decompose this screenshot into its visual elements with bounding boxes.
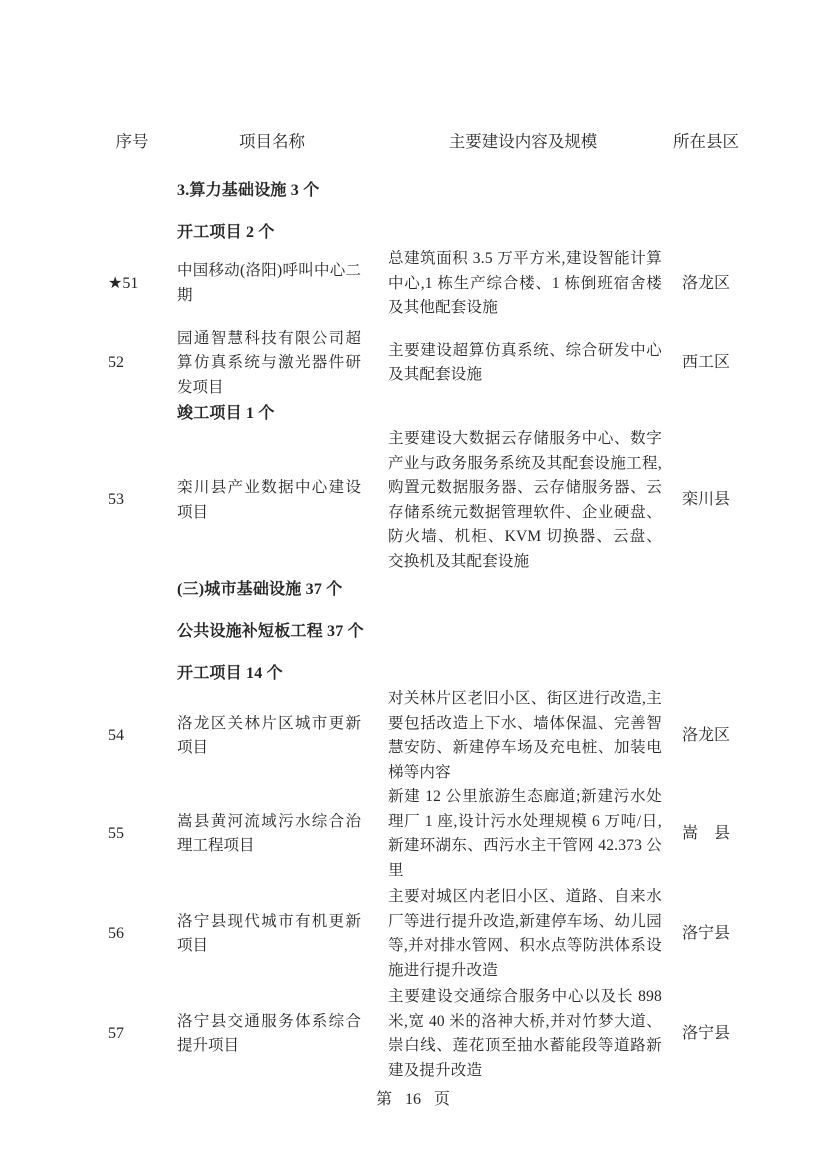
row-number: 57 (108, 1024, 124, 1042)
project-name: 洛龙区关林片区城市更新项目 (177, 714, 361, 756)
row-number: 55 (108, 824, 124, 842)
project-content: 主要对城区内老旧小区、道路、自来水厂等进行提升改造,新建停车场、幼儿园等,并对排水管网、积水点等防洪体系设施进行提升改造 (388, 888, 662, 979)
project-district: 栾川县 (681, 491, 730, 509)
row-number: 54 (108, 726, 124, 744)
project-district: 西工区 (681, 354, 730, 371)
project-district: 洛龙区 (681, 726, 730, 744)
project-content: 对关林片区老旧小区、街区进行改造,主要包括改造上下水、墙体保温、完善智慧安防、新建停车场及充电桩、加装电梯等内容 (388, 690, 662, 781)
column-header-content: 主要建设内容及规模 (448, 132, 598, 151)
project-district: 洛龙区 (681, 274, 730, 292)
column-header-number: 序号 (115, 132, 149, 151)
row-number: ★51 (108, 274, 139, 292)
column-header-name: 项目名称 (239, 132, 305, 151)
project-name: 园通智慧科技有限公司超算仿真系统与激光器件研发项目 (177, 329, 361, 396)
table-row (100, 687, 746, 785)
table-row (100, 427, 746, 574)
column-header-district: 所在县区 (673, 132, 739, 151)
section-heading: 开工项目 2 个 (177, 224, 275, 241)
project-name: 栾川县产业数据中心建设项目 (177, 479, 361, 521)
project-content: 主要建设大数据云存储服务中心、数字产业与政务服务系统及其配套设施工程,购置元数据服务器、云存储服务器、云存储系统元数据管理软件、企业硬盘、防火墙、机柜、KVM 切换器、云盘、交换机及其配套设施 (388, 430, 662, 570)
section-heading: (三)城市基础设施 37 个 (177, 581, 343, 598)
table-row (100, 247, 746, 321)
row-number: 52 (108, 354, 124, 371)
table-row (100, 785, 746, 883)
project-district: 洛宁县 (681, 924, 730, 942)
project-district: 嵩 县 (681, 824, 730, 842)
project-name: 洛宁县交通服务体系综合提升项目 (177, 1012, 361, 1054)
project-content: 主要建设交通综合服务中心以及长 898 米,宽 40 米的洛神大桥,并对竹梦大道、崇白线、莲花顶至抽水蓄能段等道路新建及提升改造 (388, 988, 662, 1079)
project-content: 新建 12 公里旅游生态廊道;新建污水处理厂 1 座,设计污水处理规模 6 万吨/日,新建环湖东、西污水主干管网 42.373 公里 (388, 788, 662, 879)
project-content: 主要建设超算仿真系统、综合研发中心及其配套设施 (388, 341, 662, 384)
project-name: 洛宁县现代城市有机更新项目 (177, 912, 361, 954)
section-heading: 公共设施补短板工程 37 个 (177, 623, 364, 640)
project-district: 洛宁县 (681, 1024, 730, 1042)
row-number: 53 (108, 491, 124, 509)
project-name: 嵩县黄河流域污水综合治理工程项目 (177, 812, 361, 854)
table-row (100, 985, 746, 1083)
table-row (100, 327, 746, 401)
section-heading: 开工项目 14 个 (177, 665, 283, 682)
row-number: 56 (108, 924, 124, 942)
table-header-row (100, 131, 746, 152)
project-table (100, 131, 746, 1083)
project-name: 中国移动(洛阳)呼叫中心二期 (177, 262, 361, 304)
project-content: 总建筑面积 3.5 万平方米,建设智能计算中心,1 栋生产综合楼、1 栋倒班宿舍楼及其他配套设施 (388, 250, 662, 316)
section-heading: 3.算力基础设施 3 个 (177, 182, 320, 199)
section-heading: 竣工项目 1 个 (177, 405, 275, 422)
table-row (100, 885, 746, 983)
page-number: 第 16 页 (375, 1091, 450, 1108)
